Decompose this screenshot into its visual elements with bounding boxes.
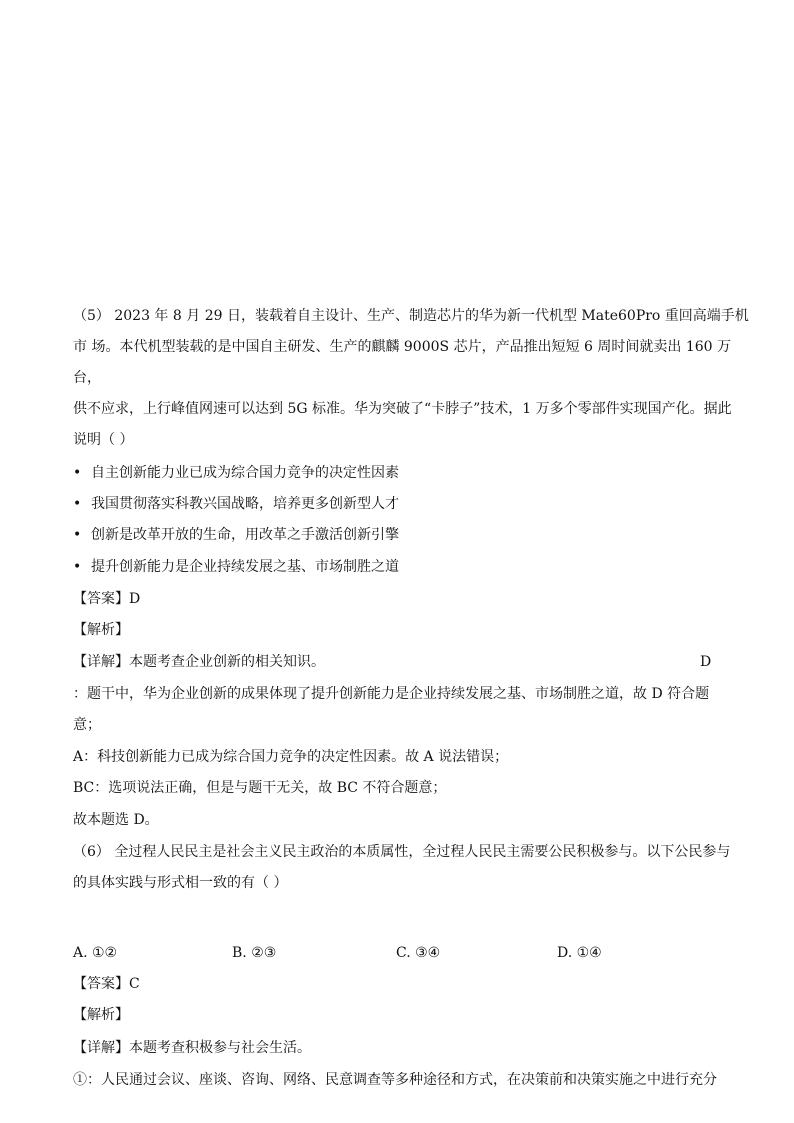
q5-answer: 【答案】D bbox=[73, 591, 141, 607]
q5-option-4-text: 提升创新能力是企业持续发展之基、市场制胜之道 bbox=[91, 559, 399, 575]
bullet-icon: • bbox=[73, 559, 82, 575]
q5-explain-line-2: 意； bbox=[73, 717, 101, 733]
bullet-icon: • bbox=[73, 496, 82, 512]
q5-stem-line-1: （5） 2023 年 8 月 29 日，装载着自主设计、生产、制造芯片的华为新一代机型 Mate60Pro 重回高端手机 bbox=[73, 308, 749, 324]
q5-stem-line-4: 供不应求，上行峰值网速可以达到 5G 标准。华为突破了“卡脖子”技术，1 万多个零部件实现国产化。据此 bbox=[73, 401, 732, 417]
bullet-icon: • bbox=[73, 465, 82, 481]
bullet-icon: • bbox=[73, 527, 82, 543]
q6-choice-d: D. ①④ bbox=[557, 945, 602, 961]
q6-explain-line-1: ①：人民通过会议、座谈、咨询、网络、民意调查等多种途径和方式，在决策前和决策实施之中进行充分 bbox=[73, 1072, 717, 1088]
q5-stem-line-2: 市 场。本代机型装载的是中国自主研发、生产的麒麟 9000S 芯片，产品推出短短 6 周时间就卖出 160 万 bbox=[73, 339, 731, 355]
q5-detail-right-letter: D bbox=[700, 654, 712, 670]
q5-option-3-text: 创新是改革开放的生命，用改革之手激活创新引擎 bbox=[91, 527, 399, 543]
q5-option-4 bbox=[73, 557, 399, 577]
q6-analysis-label: 【解析】 bbox=[73, 1007, 129, 1023]
q5-explain-a: A：科技创新能力已成为综合国力竞争的决定性因素。故 A 说法错误； bbox=[73, 749, 509, 765]
q6-stem-line-1: （6） 全过程人民民主是社会主义民主政治的本质属性，全过程人民民主需要公民积极参与。以下公民参与 bbox=[73, 844, 731, 860]
q6-choice-b: B. ②③ bbox=[232, 945, 277, 961]
q5-stem-line-5: 说明（ ） bbox=[73, 432, 134, 448]
q5-option-2 bbox=[73, 494, 399, 514]
q6-choice-a: A. ①② bbox=[73, 945, 118, 961]
q5-conclusion: 故本题选 D。 bbox=[73, 812, 159, 828]
q5-explain-bc: BC：选项说法正确，但是与题干无关，故 BC 不符合题意； bbox=[73, 780, 447, 796]
q6-stem-line-2: 的具体实践与形式相一致的有（ ） bbox=[73, 875, 288, 891]
q5-option-1-text: 自主创新能力业已成为综合国力竞争的决定性因素 bbox=[91, 465, 399, 481]
q6-choice-c: C. ③④ bbox=[396, 945, 441, 961]
q5-analysis-label: 【解析】 bbox=[73, 622, 129, 638]
q5-option-1 bbox=[73, 463, 399, 483]
q6-answer: 【答案】C bbox=[73, 976, 140, 992]
q5-detail: 【详解】本题考查企业创新的相关知识。 bbox=[73, 654, 325, 670]
q5-option-3 bbox=[73, 525, 399, 545]
q5-stem-line-3: 台， bbox=[73, 370, 101, 386]
q5-explain-line-1: ：题干中，华为企业创新的成果体现了提升创新能力是企业持续发展之基、市场制胜之道，故 D 符合题 bbox=[73, 686, 710, 702]
q5-option-2-text: 我国贯彻落实科教兴国战略，培养更多创新型人才 bbox=[91, 496, 399, 512]
q6-detail: 【详解】本题考查积极参与社会生活。 bbox=[73, 1040, 311, 1056]
